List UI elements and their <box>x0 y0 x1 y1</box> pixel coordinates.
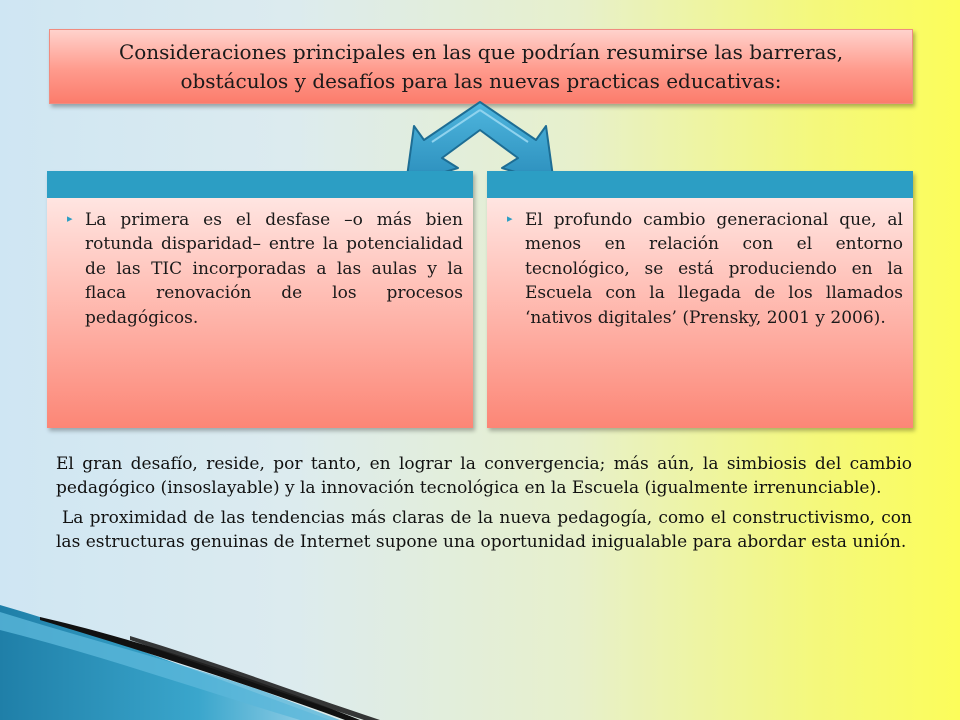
triangle-bullet-icon: ▸ <box>67 212 73 225</box>
paragraph-1: El gran desafío, reside, por tanto, en lograr la convergencia; más aún, la simbiosis del cambio pedagógico (insoslayable) y la innovación tecnológica en la Escuela (igualmente irrenunciable). <box>56 454 912 499</box>
title-text: Consideraciones principales en las que podrían resumirse las barreras, obstáculos y desafíos para las nuevas practicas educativas: <box>118 39 844 93</box>
left-panel-text: La primera es el desfase –o más bien rotunda disparidad– entre la potencialidad de las TIC incorporadas a las aulas y la flaca renovación de los procesos pedagógicos. <box>85 210 463 328</box>
left-panel-header-bar <box>47 171 473 198</box>
triangle-bullet-icon: ▸ <box>507 212 513 225</box>
left-panel <box>47 171 473 428</box>
conclusion-text <box>56 452 912 555</box>
title-box <box>49 29 913 104</box>
right-panel-header-bar <box>487 171 913 198</box>
right-panel <box>487 171 913 428</box>
right-panel-text: El profundo cambio generacional que, al menos en relación con el entorno tecnológico, se está produciendo en la Escuela con la llegada de los llamados ‘nativos digitales’ (Prensky, 2001 y 2006). <box>525 210 903 328</box>
paragraph-2: La proximidad de las tendencias más claras de la nueva pedagogía, como el constructivismo, con las estructuras genuinas de Internet supone una oportunidad inigualable para abordar esta unión. <box>56 507 912 553</box>
